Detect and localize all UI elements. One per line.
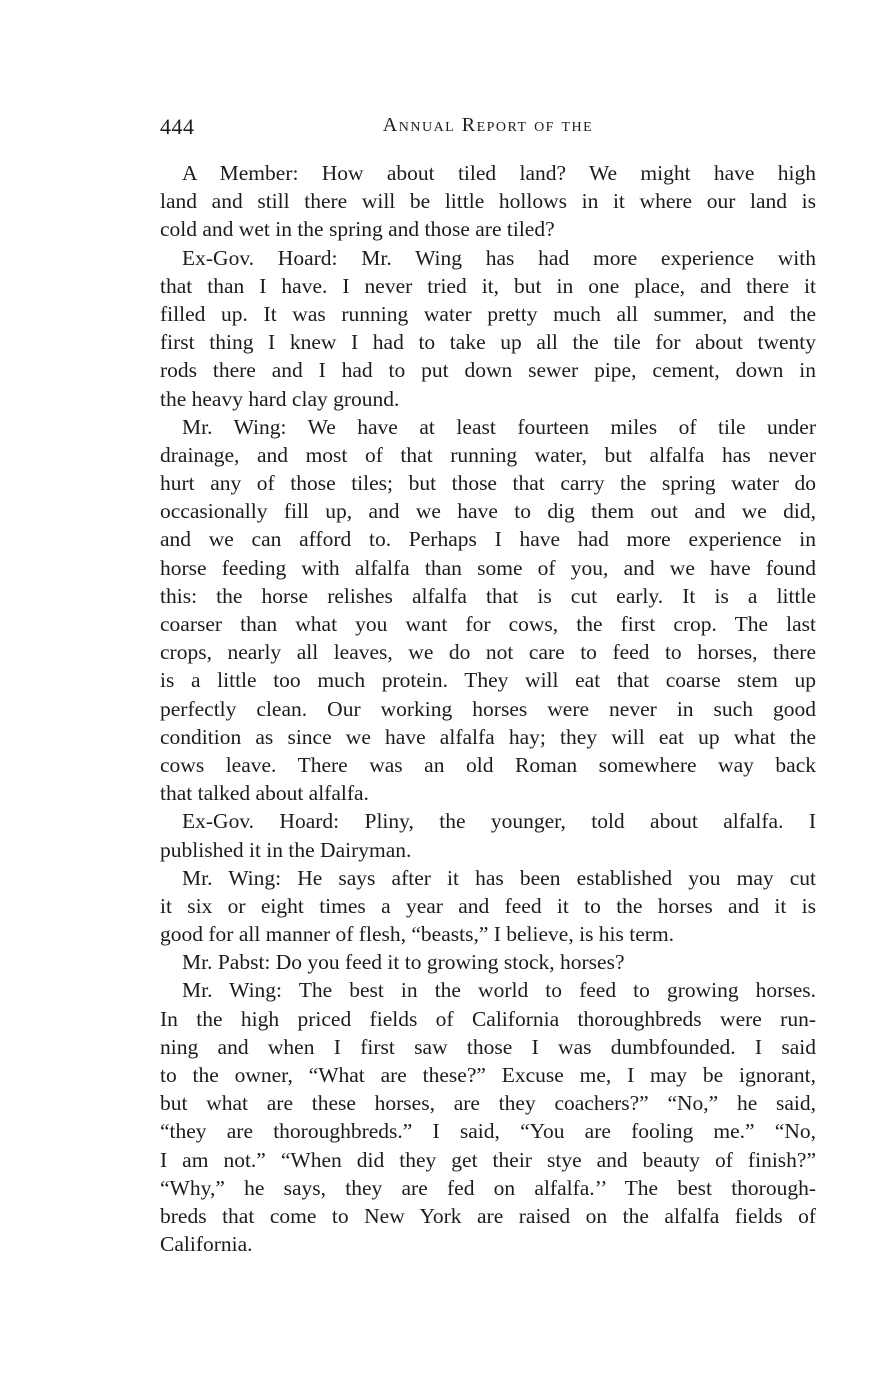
text-line: is a little too much protein. They will eat that coarse stem up (160, 668, 816, 693)
text-line: California. (160, 1232, 253, 1257)
text-line: Ex-Gov. Hoard: Pliny, the younger, told about alfalfa. I (182, 809, 816, 834)
text-line: filled up. It was running water pretty much all summer, and the (160, 301, 816, 326)
text-line: rods there and I had to put down sewer pipe, cement, down in (160, 358, 816, 383)
text-line: Mr. Wing: The best in the world to feed to growing horses. (182, 978, 816, 1003)
text-line: it six or eight times a year and feed it to the horses and it is (160, 893, 816, 918)
text-line: that than I have. I never tried it, but in one place, and there it (160, 273, 816, 298)
text-line: this: the horse relishes alfalfa that is cut early. It is a little (160, 583, 816, 608)
paragraph (160, 864, 816, 949)
text-line: Ex-Gov. Hoard: Mr. Wing has had more experience with (182, 245, 816, 270)
text-line: published it in the Dairyman. (160, 837, 412, 862)
text-line: perfectly clean. Our working horses were never in such good (160, 696, 816, 721)
text-line: coarser than what you want for cows, the first crop. The last (160, 612, 816, 636)
text-line: land and still there will be little hollows in it where our land is (160, 189, 816, 214)
text-line: “they are thoroughbreds.” I said, “You are fooling me.” “No, (160, 1119, 816, 1144)
text-line: Mr. Pabst: Do you feed it to growing stock, horses? (182, 950, 625, 975)
text-line: first thing I knew I had to take up all the tile for about twenty (160, 330, 816, 355)
text-line: but what are these horses, are they coachers?” “No,” he said, (160, 1091, 816, 1116)
text-line: cows leave. There was an old Roman somewhere way back (160, 752, 816, 777)
text-line: breds that come to New York are raised on the alfalfa fields of (160, 1203, 816, 1228)
running-head: Annual Report of the (382, 114, 594, 136)
text-line: Mr. Wing: He says after it has been established you may cut (182, 865, 816, 890)
text-line: horse feeding with alfalfa than some of you, and we have found (160, 555, 816, 580)
text-line: Mr. Wing: We have at least fourteen miles of tile under (182, 414, 816, 439)
body-text (160, 159, 816, 1258)
paragraph (160, 159, 816, 244)
text-line: cold and wet in the spring and those are tiled? (160, 217, 555, 242)
text-line: ning and when I first saw those I was dumbfounded. I said (160, 1034, 816, 1059)
page-header (160, 114, 816, 148)
text-line: I am not.” “When did they get their stye and beauty of finish?” (160, 1147, 816, 1172)
text-line: the heavy hard clay ground. (160, 386, 400, 411)
paragraph (160, 244, 816, 413)
text-line: A Member: How about tiled land? We might have high (182, 161, 816, 185)
text-line: drainage, and most of that running water, but alfalfa has never (160, 442, 816, 467)
text-line: “Why,” he says, they are fed on alfalfa.’’ The best thorough- (160, 1175, 816, 1200)
text-line: crops, nearly all leaves, we do not care to feed to horses, there (160, 640, 816, 665)
text-line: condition as since we have alfalfa hay; they will eat up what the (160, 724, 816, 749)
page-number: 444 (160, 114, 195, 139)
paragraph (160, 976, 816, 1258)
text-line: that talked about alfalfa. (160, 781, 369, 806)
paragraph (160, 807, 816, 863)
paragraph (160, 413, 816, 808)
text-line: hurt any of those tiles; but those that carry the spring water do (160, 471, 816, 496)
text-line: to the owner, “What are these?” Excuse me, I may be ignorant, (160, 1063, 816, 1087)
text-line: and we can afford to. Perhaps I have had more experience in (160, 527, 816, 552)
text-line: In the high priced fields of California thoroughbreds were run- (160, 1006, 816, 1031)
paragraph (160, 948, 816, 976)
text-line: good for all manner of flesh, “beasts,” I believe, is his term. (160, 922, 675, 947)
text-line: occasionally fill up, and we have to dig them out and we did, (160, 499, 816, 524)
